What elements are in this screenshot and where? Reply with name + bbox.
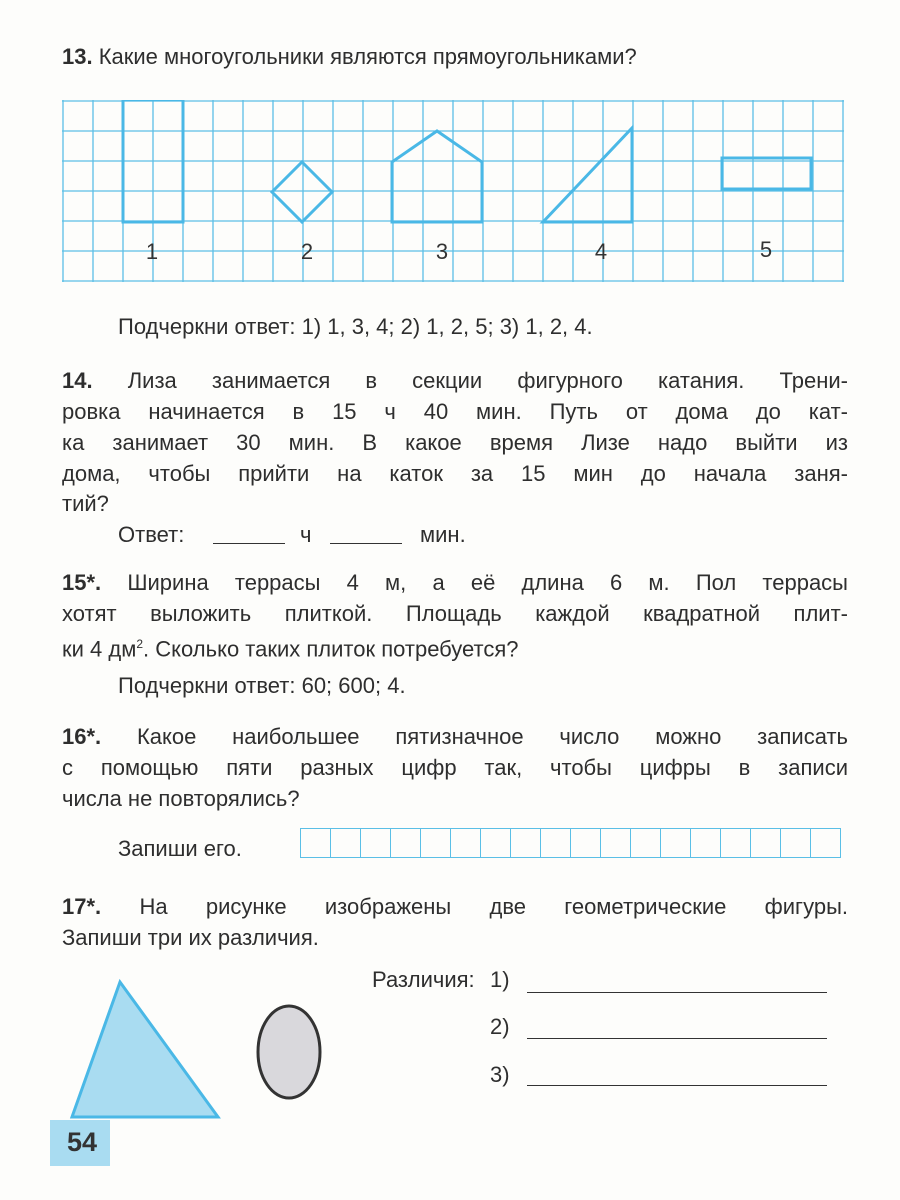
digit-cell[interactable]: [721, 829, 751, 857]
digit-cell[interactable]: [421, 829, 451, 857]
shape-4-triangle: [543, 128, 632, 222]
shape-label: 3: [435, 239, 449, 264]
digit-cell[interactable]: [361, 829, 391, 857]
minutes-unit: мин.: [420, 522, 466, 547]
question-text: Какие многоугольники являются прямоугольниками?: [98, 44, 637, 69]
digit-cell[interactable]: [541, 829, 571, 857]
polygon-grid: [62, 100, 844, 284]
difference-2-field[interactable]: [527, 1038, 827, 1039]
difference-number: 2): [490, 1014, 510, 1039]
circle-figure: [258, 1006, 320, 1098]
task-number: 15*.: [62, 570, 102, 595]
digit-cell[interactable]: [691, 829, 721, 857]
digit-cell[interactable]: [331, 829, 361, 857]
task-17-line: [62, 893, 848, 921]
shape-label: 1: [145, 239, 159, 264]
digit-cell[interactable]: [811, 829, 840, 857]
hours-unit: ч: [300, 522, 312, 547]
text: На рисунке изображены две геометрические фигуры.: [139, 894, 848, 919]
task-14-line: ровка начинается в 15 ч 40 мин. Путь от дома до кат-: [62, 399, 848, 424]
digit-cell[interactable]: [631, 829, 661, 857]
task-17-line: Запиши три их различия.: [62, 925, 319, 950]
task-13-answer-options[interactable]: Подчеркни ответ: 1) 1, 3, 4; 2) 1, 2, 5; 3) 1, 2, 4.: [118, 314, 593, 339]
difference-1-field[interactable]: [527, 992, 827, 993]
task-14-line: дома, чтобы прийти на каток за 15 мин до начала заня-: [62, 461, 848, 486]
task-number: 16*.: [62, 724, 102, 749]
digit-cell[interactable]: [511, 829, 541, 857]
digit-cell[interactable]: [571, 829, 601, 857]
text: Лиза занимается в секции фигурного катания. Трени-: [127, 368, 848, 393]
digit-cell[interactable]: [391, 829, 421, 857]
differences-label: Различия:: [372, 967, 475, 992]
task-15-line: хотят выложить плиткой. Площадь каждой квадратной плит-: [62, 601, 848, 626]
task-16-line: [62, 723, 848, 751]
page-number: 54: [67, 1127, 98, 1157]
shape-3-pentagon: [392, 131, 482, 222]
task-13-question: [62, 43, 848, 71]
task-number: 13.: [62, 44, 93, 69]
difference-number: 1): [490, 967, 510, 992]
task-16-line: с помощью пяти разных цифр так, чтобы цифры в записи: [62, 755, 848, 780]
digit-cell[interactable]: [481, 829, 511, 857]
task-15-line: [62, 569, 848, 597]
triangle-figure: [72, 982, 218, 1117]
digit-cell[interactable]: [451, 829, 481, 857]
digit-cell[interactable]: [601, 829, 631, 857]
text: Какое наибольшее пятизначное число можно записать: [136, 724, 848, 749]
task-number: 14.: [62, 368, 93, 393]
digit-cell[interactable]: [751, 829, 781, 857]
task-15-line: [62, 630, 848, 663]
task-14-line: [62, 367, 848, 395]
shape-label: 2: [300, 239, 314, 264]
digit-cell[interactable]: [781, 829, 811, 857]
shape-2-rhombus: [272, 162, 332, 222]
task-14-line: ка занимает 30 мин. В какое время Лизе надо выйти из: [62, 430, 848, 455]
digit-answer-cells[interactable]: [300, 828, 841, 858]
task-16-answer-label: Запиши его.: [118, 836, 242, 861]
shape-5-rectangle: [722, 158, 811, 189]
task-17-figures: [0, 960, 400, 1130]
difference-3-field[interactable]: [527, 1085, 827, 1086]
digit-cell[interactable]: [661, 829, 691, 857]
text: ки 4 дм: [62, 636, 137, 662]
text: . Сколько таких плиток потребуется?: [143, 636, 519, 662]
shape-label: 4: [594, 239, 608, 264]
task-14-line: тий?: [62, 491, 109, 516]
task-number: 17*.: [62, 894, 102, 919]
task-16-line: числа не повторялись?: [62, 786, 300, 811]
text: Ширина террасы 4 м, а её длина 6 м. Пол террасы: [127, 570, 848, 595]
hours-answer-field[interactable]: [213, 543, 285, 544]
difference-number: 3): [490, 1062, 510, 1087]
minutes-answer-field[interactable]: [330, 543, 402, 544]
task-15-answer-options[interactable]: Подчеркни ответ: 60; 600; 4.: [118, 673, 406, 698]
superscript: 2: [136, 637, 144, 651]
task-14-answer-label: Ответ:: [118, 522, 185, 547]
digit-cell[interactable]: [301, 829, 331, 857]
shape-label: 5: [759, 237, 773, 262]
